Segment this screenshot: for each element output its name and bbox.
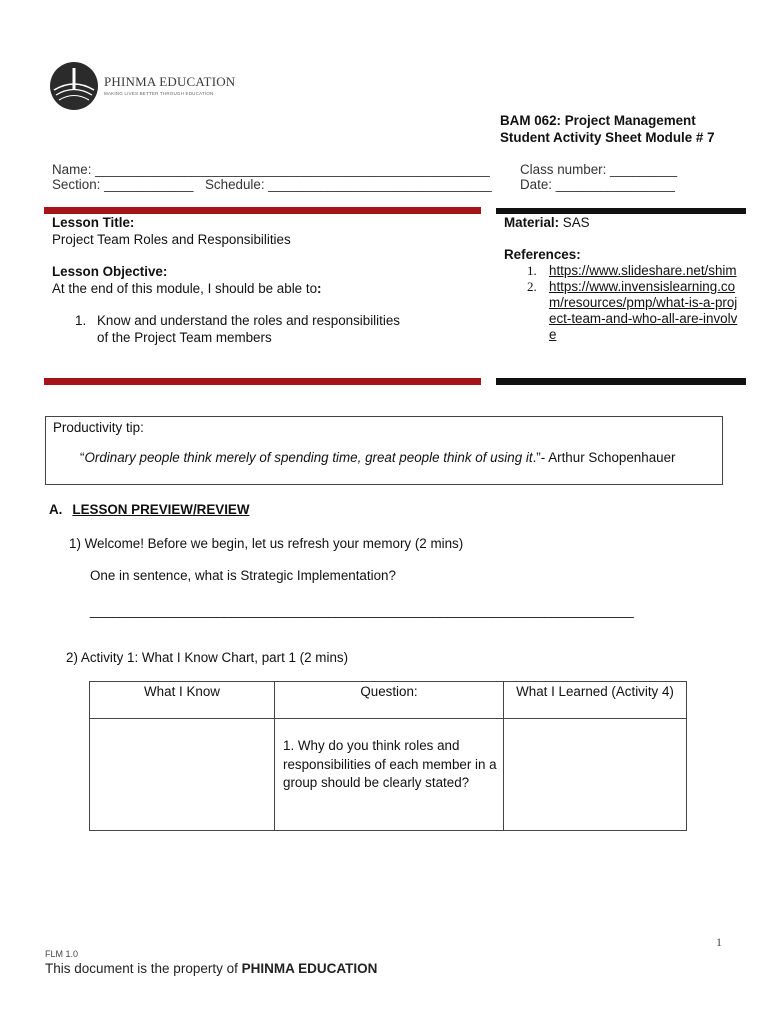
item-1-label: 1) Welcome! Before we begin, let us refresh your memory (2 mins) (69, 536, 464, 551)
reference-item: 1. https://www.slideshare.net/shim (527, 263, 737, 278)
chart-header-row (90, 682, 687, 719)
bottom-black-rule (496, 378, 746, 385)
class-number-field[interactable]: Class number: _________ (520, 162, 678, 177)
item-1-answer-line[interactable]: _________________________________________________________________________ (90, 603, 634, 618)
objective-line-2: of the Project Team members (97, 329, 272, 345)
what-i-learned-cell[interactable] (504, 719, 687, 831)
item-2-label: 2) Activity 1: What I Know Chart, part 1 (2 mins) (66, 650, 349, 665)
tip-label: Productivity tip: (53, 420, 144, 435)
objective-item (52, 313, 472, 346)
lesson-title: Project Team Roles and Responsibilities (52, 231, 291, 247)
lesson-objective-label: Lesson Objective: (52, 264, 168, 279)
phinma-logo (48, 58, 236, 113)
references-label: References: (504, 247, 581, 262)
flm-version: FLM 1.0 (45, 949, 79, 959)
material-line: Material: SAS (504, 215, 590, 230)
chart-row (90, 719, 687, 831)
schedule-field[interactable]: Schedule: ______________________________ (205, 177, 492, 192)
material-block (504, 215, 740, 343)
header-question: Question: (275, 682, 504, 719)
productivity-tip-box (45, 416, 723, 485)
tip-quote: “Ordinary people think merely of spending time, great people think of using it.”- Arthur Schopenhauer (80, 450, 676, 465)
lesson-block (52, 215, 472, 346)
item-1-question: One in sentence, what is Strategic Implementation? (90, 568, 396, 583)
lesson-objective-intro: At the end of this module, I should be able to: (52, 280, 322, 296)
sheet-title: Student Activity Sheet Module # 7 (500, 130, 715, 145)
header-what-i-learned: What I Learned (Activity 4) (504, 682, 687, 719)
what-i-know-chart (89, 681, 687, 831)
reference-link-1[interactable]: https://www.slideshare.net/shim (549, 263, 737, 278)
lesson-title-label: Lesson Title: (52, 215, 135, 230)
top-red-rule (44, 207, 481, 214)
name-field[interactable]: Name: _____________________________________________________ (52, 162, 490, 177)
section-field[interactable]: Section: ____________ (52, 177, 194, 192)
top-black-rule (496, 208, 746, 214)
course-heading (500, 112, 715, 146)
logo-wordmark: PHINMA EDUCATION (104, 74, 236, 89)
phinma-emblem-icon (48, 60, 100, 112)
date-field[interactable]: Date: ________________ (520, 177, 675, 192)
section-a-heading: A. LESSON PREVIEW/REVIEW (49, 502, 250, 517)
references-list (504, 263, 740, 343)
objective-num: 1. (75, 313, 87, 328)
course-title: BAM 062: Project Management (500, 113, 696, 128)
logo-tagline: MAKING LIVES BETTER THROUGH EDUCATION (104, 91, 214, 96)
bottom-red-rule (44, 378, 481, 385)
question-cell: 1. Why do you think roles and responsibilities of each member in a group should be clearly stated? (275, 719, 504, 831)
page-number: 1 (716, 935, 722, 949)
reference-item: 2. https://www.invensislearning.com/resources/pmp/what-is-a-project-team-and-who-all-are-involve (527, 279, 738, 342)
objective-line-1: Know and understand the roles and responsibilities (97, 313, 400, 328)
property-notice: This document is the property of PHINMA EDUCATION (45, 961, 378, 976)
header-what-i-know: What I Know (90, 682, 275, 719)
what-i-know-cell[interactable] (90, 719, 275, 831)
reference-link-2[interactable]: https://www.invensislearning.com/resources/pmp/what-is-a-project-team-and-who-all-are-involve (549, 279, 738, 342)
